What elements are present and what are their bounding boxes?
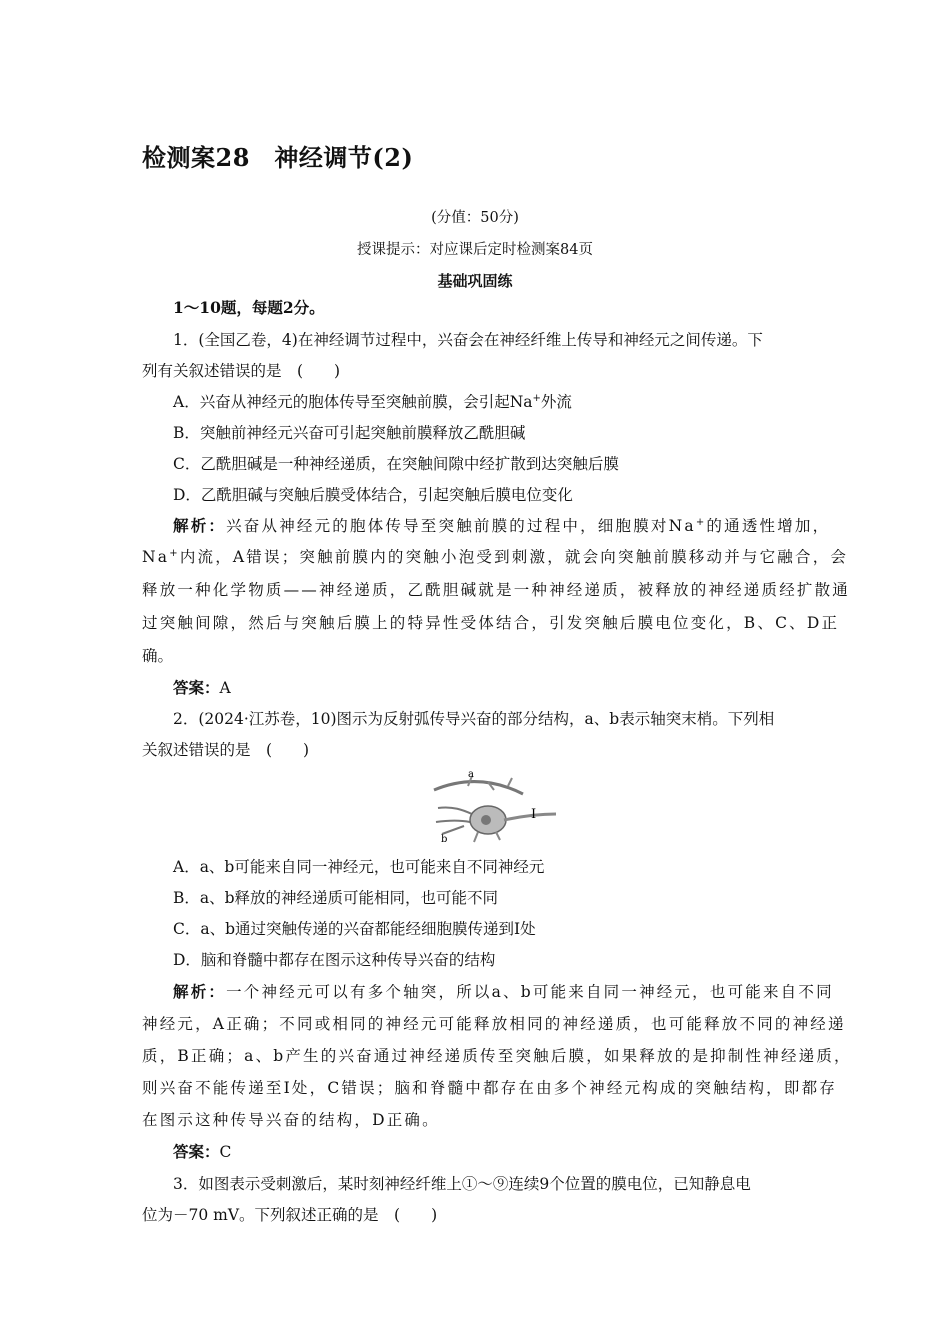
q1-analysis-line2: Na+内流，A错误；突触前膜内的突触小泡受到刺激，就会向突触前膜移动并与它融合，会 [142, 548, 849, 566]
q2-stem-line2: 关叙述错误的是 ( ) [142, 741, 310, 759]
page-title: 检测案28 神经调节(2) [142, 143, 414, 172]
q2-option-c: C．a、b通过突触传递的兴奋都能经细胞膜传递到Ⅰ处 [173, 920, 536, 938]
neuron-figure [428, 768, 558, 844]
q1-option-c: C．乙酰胆碱是一种神经递质，在突触间隙中经扩散到达突触后膜 [173, 455, 619, 473]
section-heading: 基础巩固练 [437, 272, 513, 290]
dendrite-branches-left [436, 807, 472, 834]
q1-option-a: A．兴奋从神经元的胞体传导至突触前膜，会引起Na+外流 [173, 393, 572, 411]
label-b: b [441, 834, 448, 844]
q1-answer: 答案：A [173, 678, 231, 697]
q1-option-d: D．乙酰胆碱与突触后膜受体结合，引起突触后膜电位变化 [173, 486, 573, 504]
q1-analysis-line3: 释放一种化学物质——神经递质，乙酰胆碱就是一种神经递质，被释放的神经递质经扩散通 [142, 581, 851, 599]
q1-analysis-line5: 确。 [142, 647, 174, 665]
q1-stem-line1: 1．(全国乙卷，4)在神经调节过程中，兴奋会在神经纤维上传导和神经元之间传递。下 [173, 331, 763, 349]
q2-option-b: B．a、b释放的神经递质可能相同，也可能不同 [173, 889, 499, 907]
q2-option-d: D．脑和脊髓中都存在图示这种传导兴奋的结构 [173, 951, 496, 969]
q2-analysis-line4: 则兴奋不能传递至Ⅰ处，C错误；脑和脊髓中都存在由多个神经元构成的突触结构，即都存 [142, 1079, 837, 1097]
q2-analysis-line2: 神经元，A正确；不同或相同的神经元可能释放相同的神经递质，也可能释放不同的神经递 [142, 1015, 846, 1033]
q3-stem-line2: 位为－70 mV。下列叙述正确的是 ( ) [142, 1206, 438, 1224]
nucleus [481, 815, 491, 825]
q2-option-a: A．a、b可能来自同一神经元，也可能来自不同神经元 [173, 858, 545, 876]
label-a: a [468, 769, 474, 780]
q3-stem-line1: 3．如图表示受刺激后，某时刻神经纤维上①～⑨连续9个位置的膜电位，已知静息电 [173, 1175, 751, 1193]
q2-stem-line1: 2．(2024·江苏卷，10)图示为反射弧传导兴奋的部分结构，a、b表示轴突末梢。下列相 [173, 710, 775, 728]
score-note: (分值：50分) [431, 210, 519, 226]
q2-answer: 答案：C [173, 1142, 232, 1161]
q2-analysis-line3: 质，B正确；a、b产生的兴奋通过神经递质传至突触后膜，如果释放的是抑制性神经递质， [142, 1047, 852, 1065]
q1-option-b: B．突触前神经元兴奋可引起突触前膜释放乙酰胆碱 [173, 424, 526, 442]
axon [504, 814, 556, 820]
question-range-intro: 1～10题，每题2分。 [173, 298, 325, 317]
q2-analysis-line1: 解析：一个神经元可以有多个轴突，所以a、b可能来自同一神经元，也可能来自不同 [173, 982, 834, 1001]
label-I: I [531, 807, 537, 822]
q2-analysis-line5: 在图示这种传导兴奋的结构，D正确。 [142, 1111, 440, 1129]
q1-analysis-line4: 过突触间隙，然后与突触后膜上的特异性受体结合，引发突触后膜电位变化，B、C、D正 [142, 614, 840, 632]
lesson-hint: 授课提示：对应课后定时检测案84页 [357, 242, 593, 258]
q1-stem-line2: 列有关叙述错误的是 ( ) [142, 362, 341, 380]
q1-analysis-line1: 解析：兴奋从神经元的胞体传导至突触前膜的过程中，细胞膜对Na+的通透性增加， [173, 516, 831, 535]
